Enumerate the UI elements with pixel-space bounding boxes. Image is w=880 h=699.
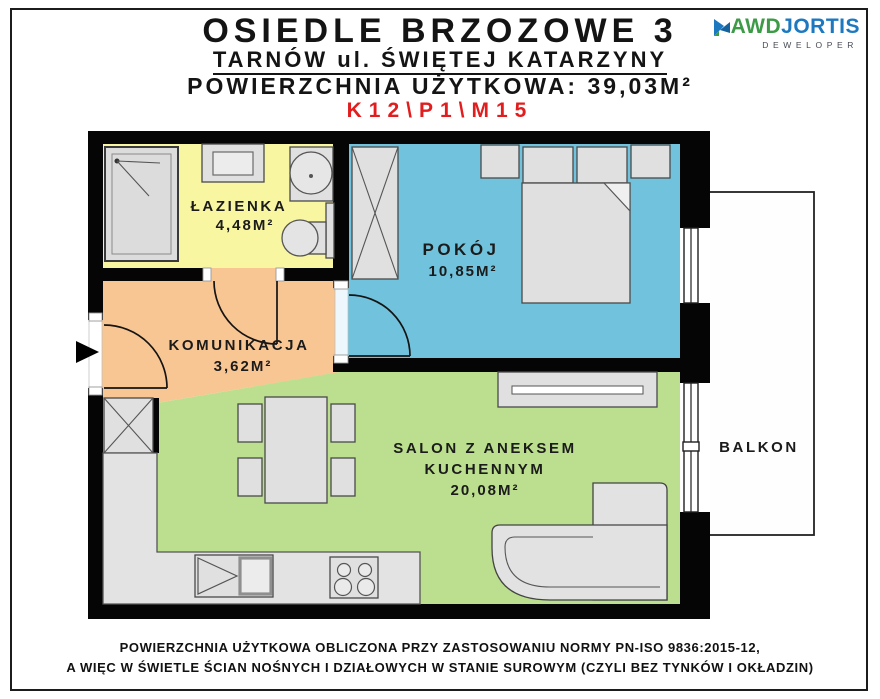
brand-part-awd: AWD (730, 15, 782, 38)
bedroom-wardrobe (352, 147, 398, 279)
kitchen-sink (195, 555, 273, 597)
wall-left-upper (88, 131, 103, 320)
wall-top (88, 131, 710, 144)
usable-area-heading: POWIERZCHNIA UŻYTKOWA: 39,03M² (187, 73, 693, 99)
livingroom-label-line1: SALON Z ANEKSEM (393, 440, 577, 457)
wall-bottom (88, 604, 710, 619)
hallway-area: 3,62M² (213, 358, 273, 375)
wall-right-lower (680, 512, 710, 619)
footer-note-line2: A WIĘC W ŚWIETLE ŚCIAN NOŚNYCH I DZIAŁOWYCH W STANIE SUROWYM (CZYLI BEZ TYNKÓW I OKŁADZIN) (66, 660, 814, 675)
balcony-outline (708, 192, 814, 535)
wall-right-upper (680, 131, 710, 228)
wall-bath-hall-left (88, 268, 210, 281)
footer-note-line1: POWIERZCHNIA UŻYTKOWA OBLICZONA PRZY ZASTOSOWANIU NORMY PN-ISO 9836:2015-12, (119, 640, 761, 655)
bathroom-area: 4,48M² (215, 217, 275, 234)
bathroom-label: ŁAZIENKA (190, 198, 288, 215)
wall-bedroom-livingroom (333, 358, 700, 372)
bathroom-sink (290, 147, 333, 201)
washing-machine (202, 144, 264, 182)
brand-part-jortis: JORTIS (781, 15, 860, 38)
hallway-wardrobe (104, 398, 153, 453)
window-livingroom (680, 383, 710, 512)
tv-cabinet (498, 372, 657, 407)
wall-left-lower (88, 388, 103, 619)
balcony-label: BALKON (719, 439, 799, 456)
bedroom-area: 10,85M² (428, 263, 498, 280)
hallway-label: KOMUNIKACJA (168, 337, 310, 354)
window-bedroom (680, 228, 710, 303)
unit-code: K12\P1\M15 (346, 99, 534, 122)
wall-stub-hall-wardrobe (153, 398, 159, 453)
page-title: OSIEDLE BRZOZOWE 3 (202, 12, 678, 50)
brand-tagline: DEWELOPER (762, 40, 858, 50)
livingroom-label-line2: KUCHENNYM (424, 461, 546, 478)
shower (105, 147, 178, 261)
cooktop (330, 557, 378, 598)
bedroom-label: POKÓJ (422, 240, 500, 259)
address-text: TARNÓW ul. ŚWIĘTEJ KATARZYNY (213, 47, 667, 75)
livingroom-area: 20,08M² (450, 482, 520, 499)
wall-bath-bedroom (333, 131, 349, 288)
